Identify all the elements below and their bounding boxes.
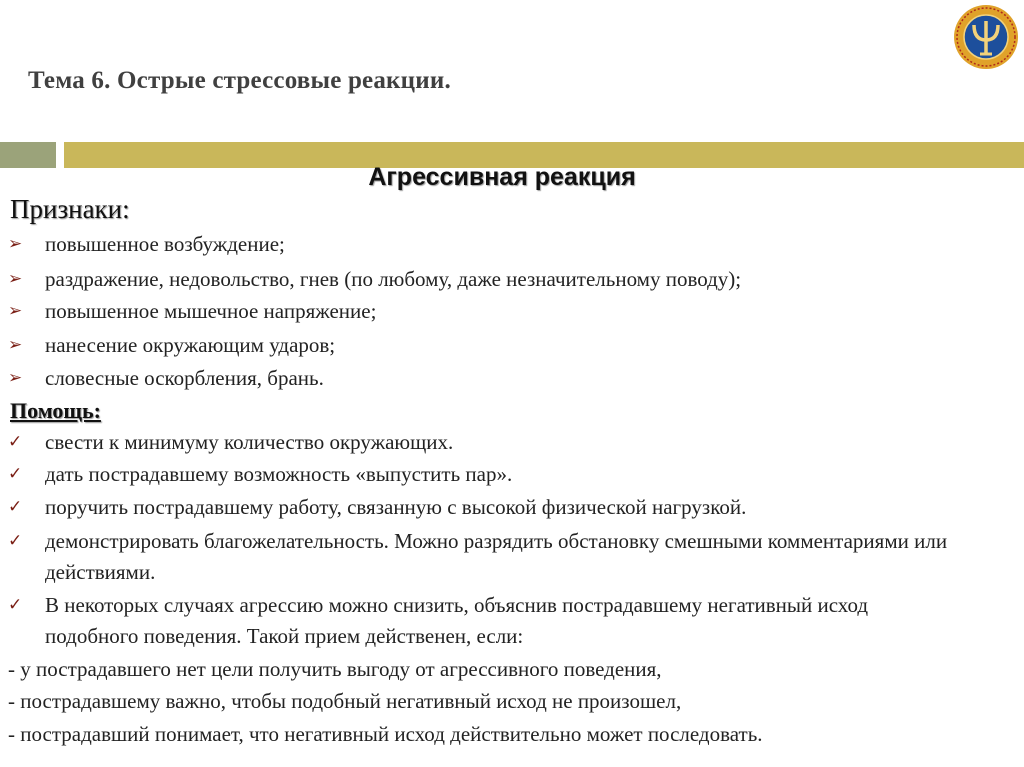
section-title: Агрессивная реакция (368, 163, 636, 191)
checkmark-icon: ✓ (8, 595, 23, 615)
signs-heading: Признаки: (10, 194, 130, 224)
help-item: ✓ В некоторых случаях агрессию можно снизить, объяснив пострадавшему негативный исход подобного поведения. Такой прием действенен, если: (8, 590, 908, 652)
checkmark-icon: ✓ (8, 432, 23, 452)
sign-item: ➢ нанесение окружающим ударов; (8, 330, 335, 361)
condition-line: - у пострадавшего нет цели получить выгоду от агрессивного поведения, (8, 657, 662, 681)
help-item: ✓ поручить пострадавшему работу, связанную с высокой физической нагрузкой. (8, 492, 746, 523)
sign-item: ➢ повышенное мышечное напряжение; (8, 296, 376, 327)
condition-line: - пострадавший понимает, что негативный исход действительно может последовать. (8, 722, 763, 746)
sign-item: ➢ словесные оскорбления, брань. (8, 363, 324, 394)
arrowhead-icon: ➢ (8, 335, 23, 355)
help-item: ✓ демонстрировать благожелательность. Можно разрядить обстановку смешными комментариями или действиями. (8, 526, 998, 588)
checkmark-icon: ✓ (8, 531, 23, 551)
arrowhead-icon: ➢ (8, 301, 23, 321)
checkmark-icon: ✓ (8, 464, 23, 484)
sign-item: ➢ повышенное возбуждение; (8, 229, 285, 260)
checkmark-icon: ✓ (8, 497, 23, 517)
help-heading: Помощь: (10, 398, 101, 423)
arrowhead-icon: ➢ (8, 234, 23, 254)
sign-item: ➢ раздражение, недовольство, гнев (по любому, даже незначительному поводу); (8, 264, 741, 295)
arrowhead-icon: ➢ (8, 269, 23, 289)
help-item: ✓ дать пострадавшему возможность «выпустить пар». (8, 459, 512, 490)
arrowhead-icon: ➢ (8, 368, 23, 388)
help-item: ✓ свести к минимуму количество окружающих. (8, 427, 453, 458)
logo (953, 4, 1019, 70)
psi-emblem-icon (953, 4, 1019, 70)
condition-line: - пострадавшему важно, чтобы подобный негативный исход не произошел, (8, 689, 682, 713)
slide-title: Тема 6. Острые стрессовые реакции. (28, 67, 451, 94)
